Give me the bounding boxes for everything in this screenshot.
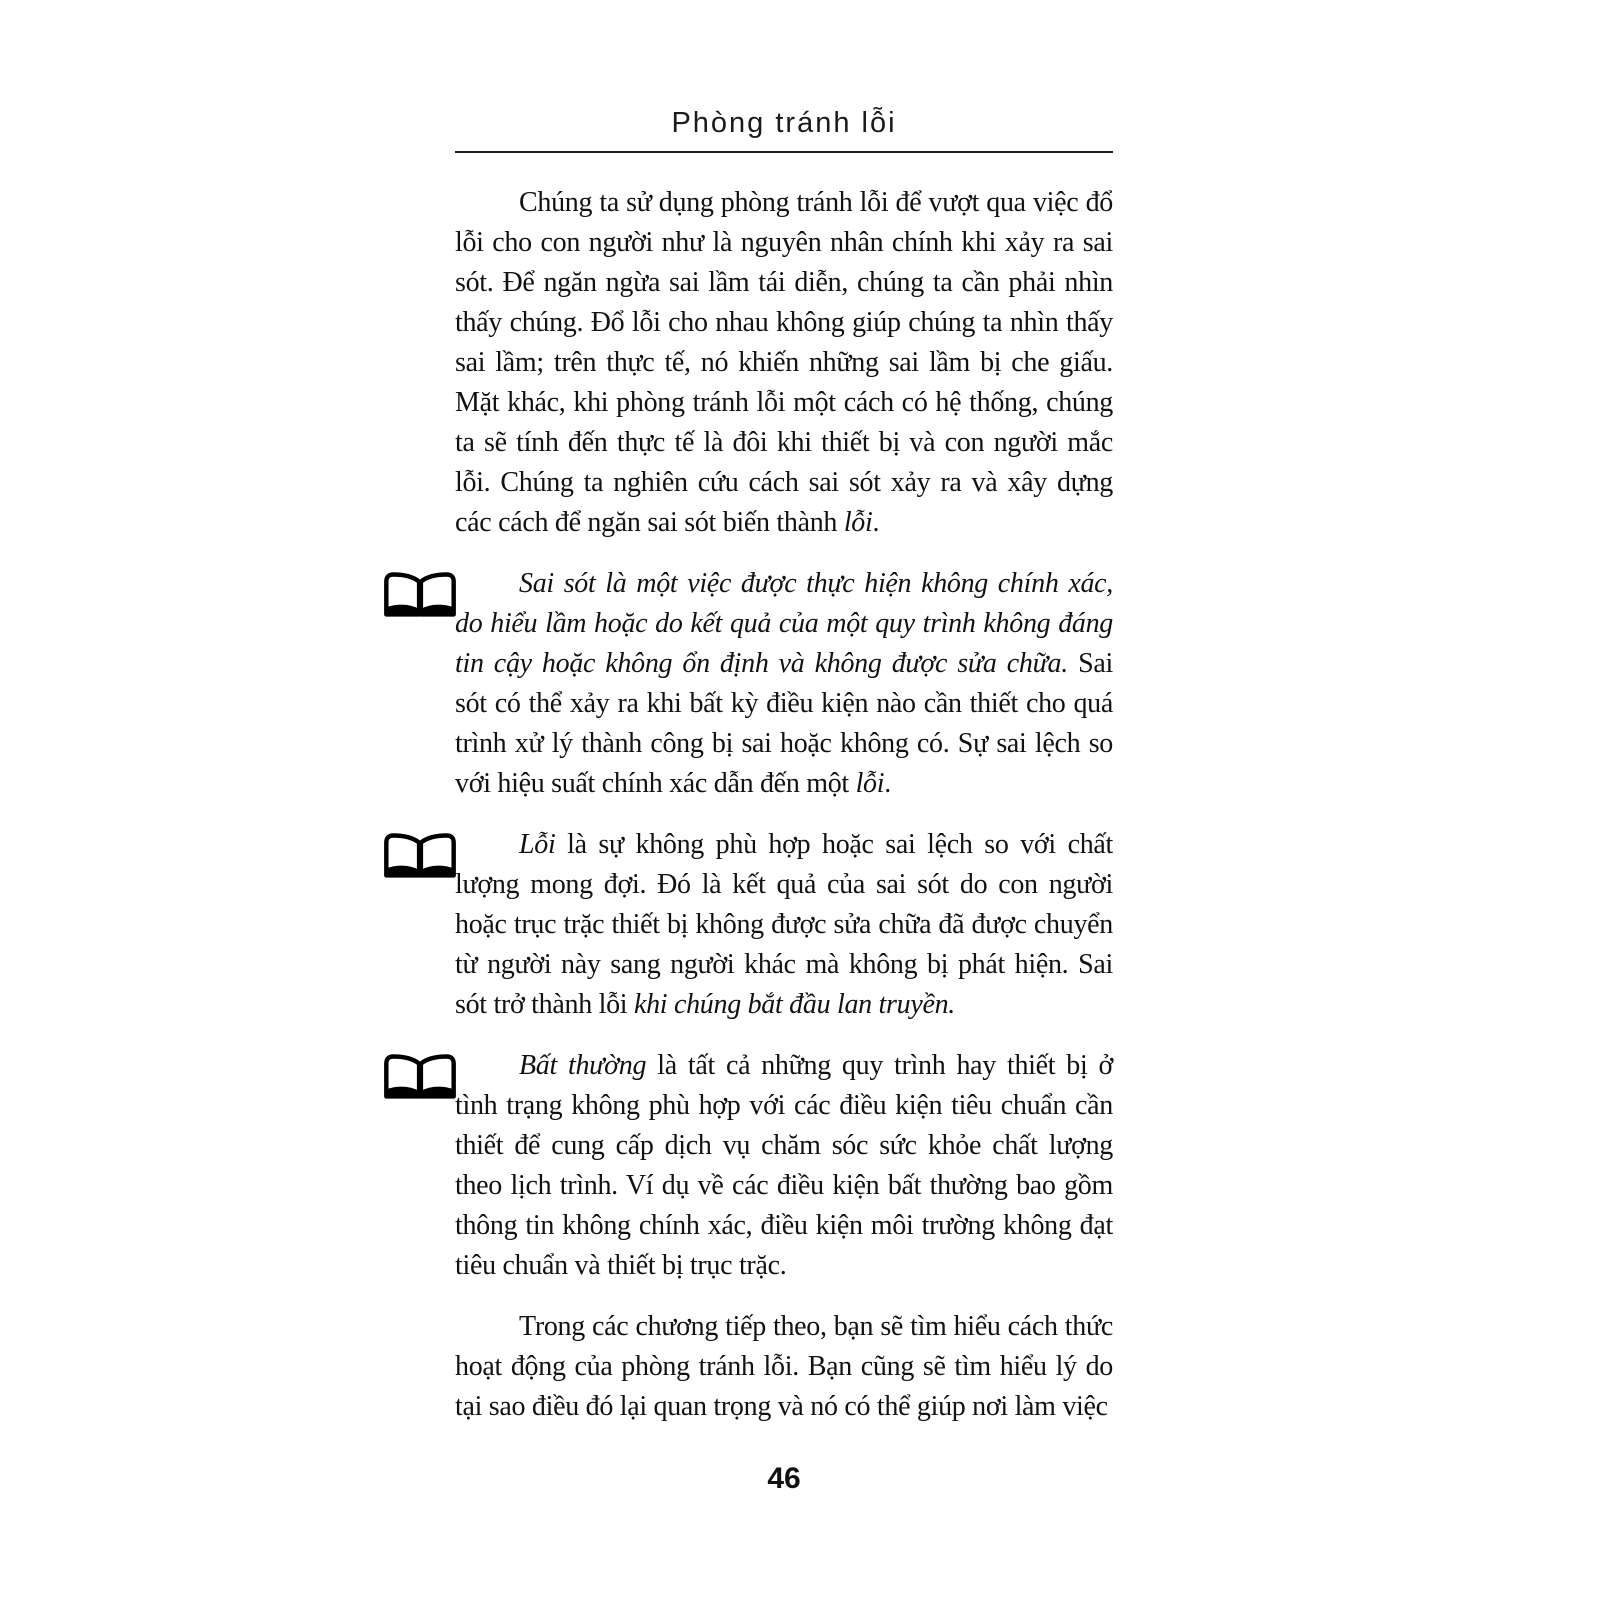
paragraph <box>455 564 1113 804</box>
paragraph-block <box>455 1307 1113 1427</box>
paragraph-block <box>455 564 1113 804</box>
italic-text-segment: khi chúng bắt đầu lan truyền. <box>633 989 955 1020</box>
open-book-icon <box>381 567 459 621</box>
italic-text-segment: Bất thường <box>519 1050 647 1081</box>
text-segment: Sai sót có thể xảy ra khi bất kỳ điều kiện nào cần thiết cho quá trình xử lý thành công bị sai hoặc không có. Sự sai lệch so với hiệu suất chính xác dẫn đến một <box>455 648 1113 799</box>
text-segment: Chúng ta sử dụng phòng tránh lỗi để vượt qua việc đổ lỗi cho con người như là nguyên nhân chính khi xảy ra sai sót. Để ngăn ngừa sai lầm tái diễn, chúng ta cần phải nhìn thấy chúng. Đổ lỗi cho nhau không giúp chúng ta nhìn thấy sai lầm; trên thực tế, nó khiến những sai lầm bị che giấu. Mặt khác, khi phòng tránh lỗi một cách có hệ thống, chúng ta sẽ tính đến thực tế là đôi khi thiết bị và con người mắc lỗi. Chúng ta nghiên cứu cách sai sót xảy ra và xây dựng các cách để ngăn sai sót biến thành <box>455 187 1113 538</box>
paragraph <box>455 183 1113 543</box>
paragraph-block <box>455 825 1113 1025</box>
italic-text-segment: lỗi <box>843 507 873 538</box>
text-segment: . <box>872 507 880 538</box>
paragraph <box>455 1046 1113 1286</box>
header-rule <box>455 151 1113 153</box>
italic-text-segment: lỗi <box>855 768 885 799</box>
page-number: 46 <box>767 1462 801 1495</box>
paragraph <box>455 825 1113 1025</box>
text-segment: là tất cả những quy trình hay thiết bị ở tình trạng không phù hợp với các điều kiện tiêu chuẩn cần thiết để cung cấp dịch vụ chăm sóc sức khỏe chất lượng theo lịch trình. Ví dụ về các điều kiện bất thường bao gồm thông tin không chính xác, điều kiện môi trường không đạt tiêu chuẩn và thiết bị trục trặc. <box>455 1050 1113 1281</box>
paragraph-block <box>455 183 1113 543</box>
text-segment: là sự không phù hợp hoặc sai lệch so với chất lượng mong đợi. Đó là kết quả của sai sót do con người hoặc trục trặc thiết bị không được sửa chữa đã được chuyển từ người này sang người khác mà không bị phát hiện. Sai sót trở thành lỗi <box>455 829 1113 1020</box>
italic-text-segment: Lỗi <box>519 829 556 860</box>
open-book-icon <box>381 1049 459 1103</box>
italic-text-segment: Sai sót là một việc được thực hiện không chính xác, do hiểu lầm hoặc do kết quả của một quy trình không đáng tin cậy hoặc không ổn định và không được sửa chữa. <box>455 568 1113 679</box>
text-segment: . <box>884 768 891 799</box>
paragraph <box>455 1307 1113 1427</box>
open-book-icon <box>381 828 459 882</box>
paragraph-block <box>455 1046 1113 1286</box>
running-header: Phòng tránh lỗi <box>671 107 897 139</box>
text-segment: Trong các chương tiếp theo, bạn sẽ tìm hiểu cách thức hoạt động của phòng tránh lỗi. Bạn cũng sẽ tìm hiểu lý do tại sao điều đó lại quan trọng và nó có thể giúp nơi làm việc <box>455 1311 1113 1422</box>
body-text <box>455 183 1113 1427</box>
text-column <box>455 106 1113 1448</box>
